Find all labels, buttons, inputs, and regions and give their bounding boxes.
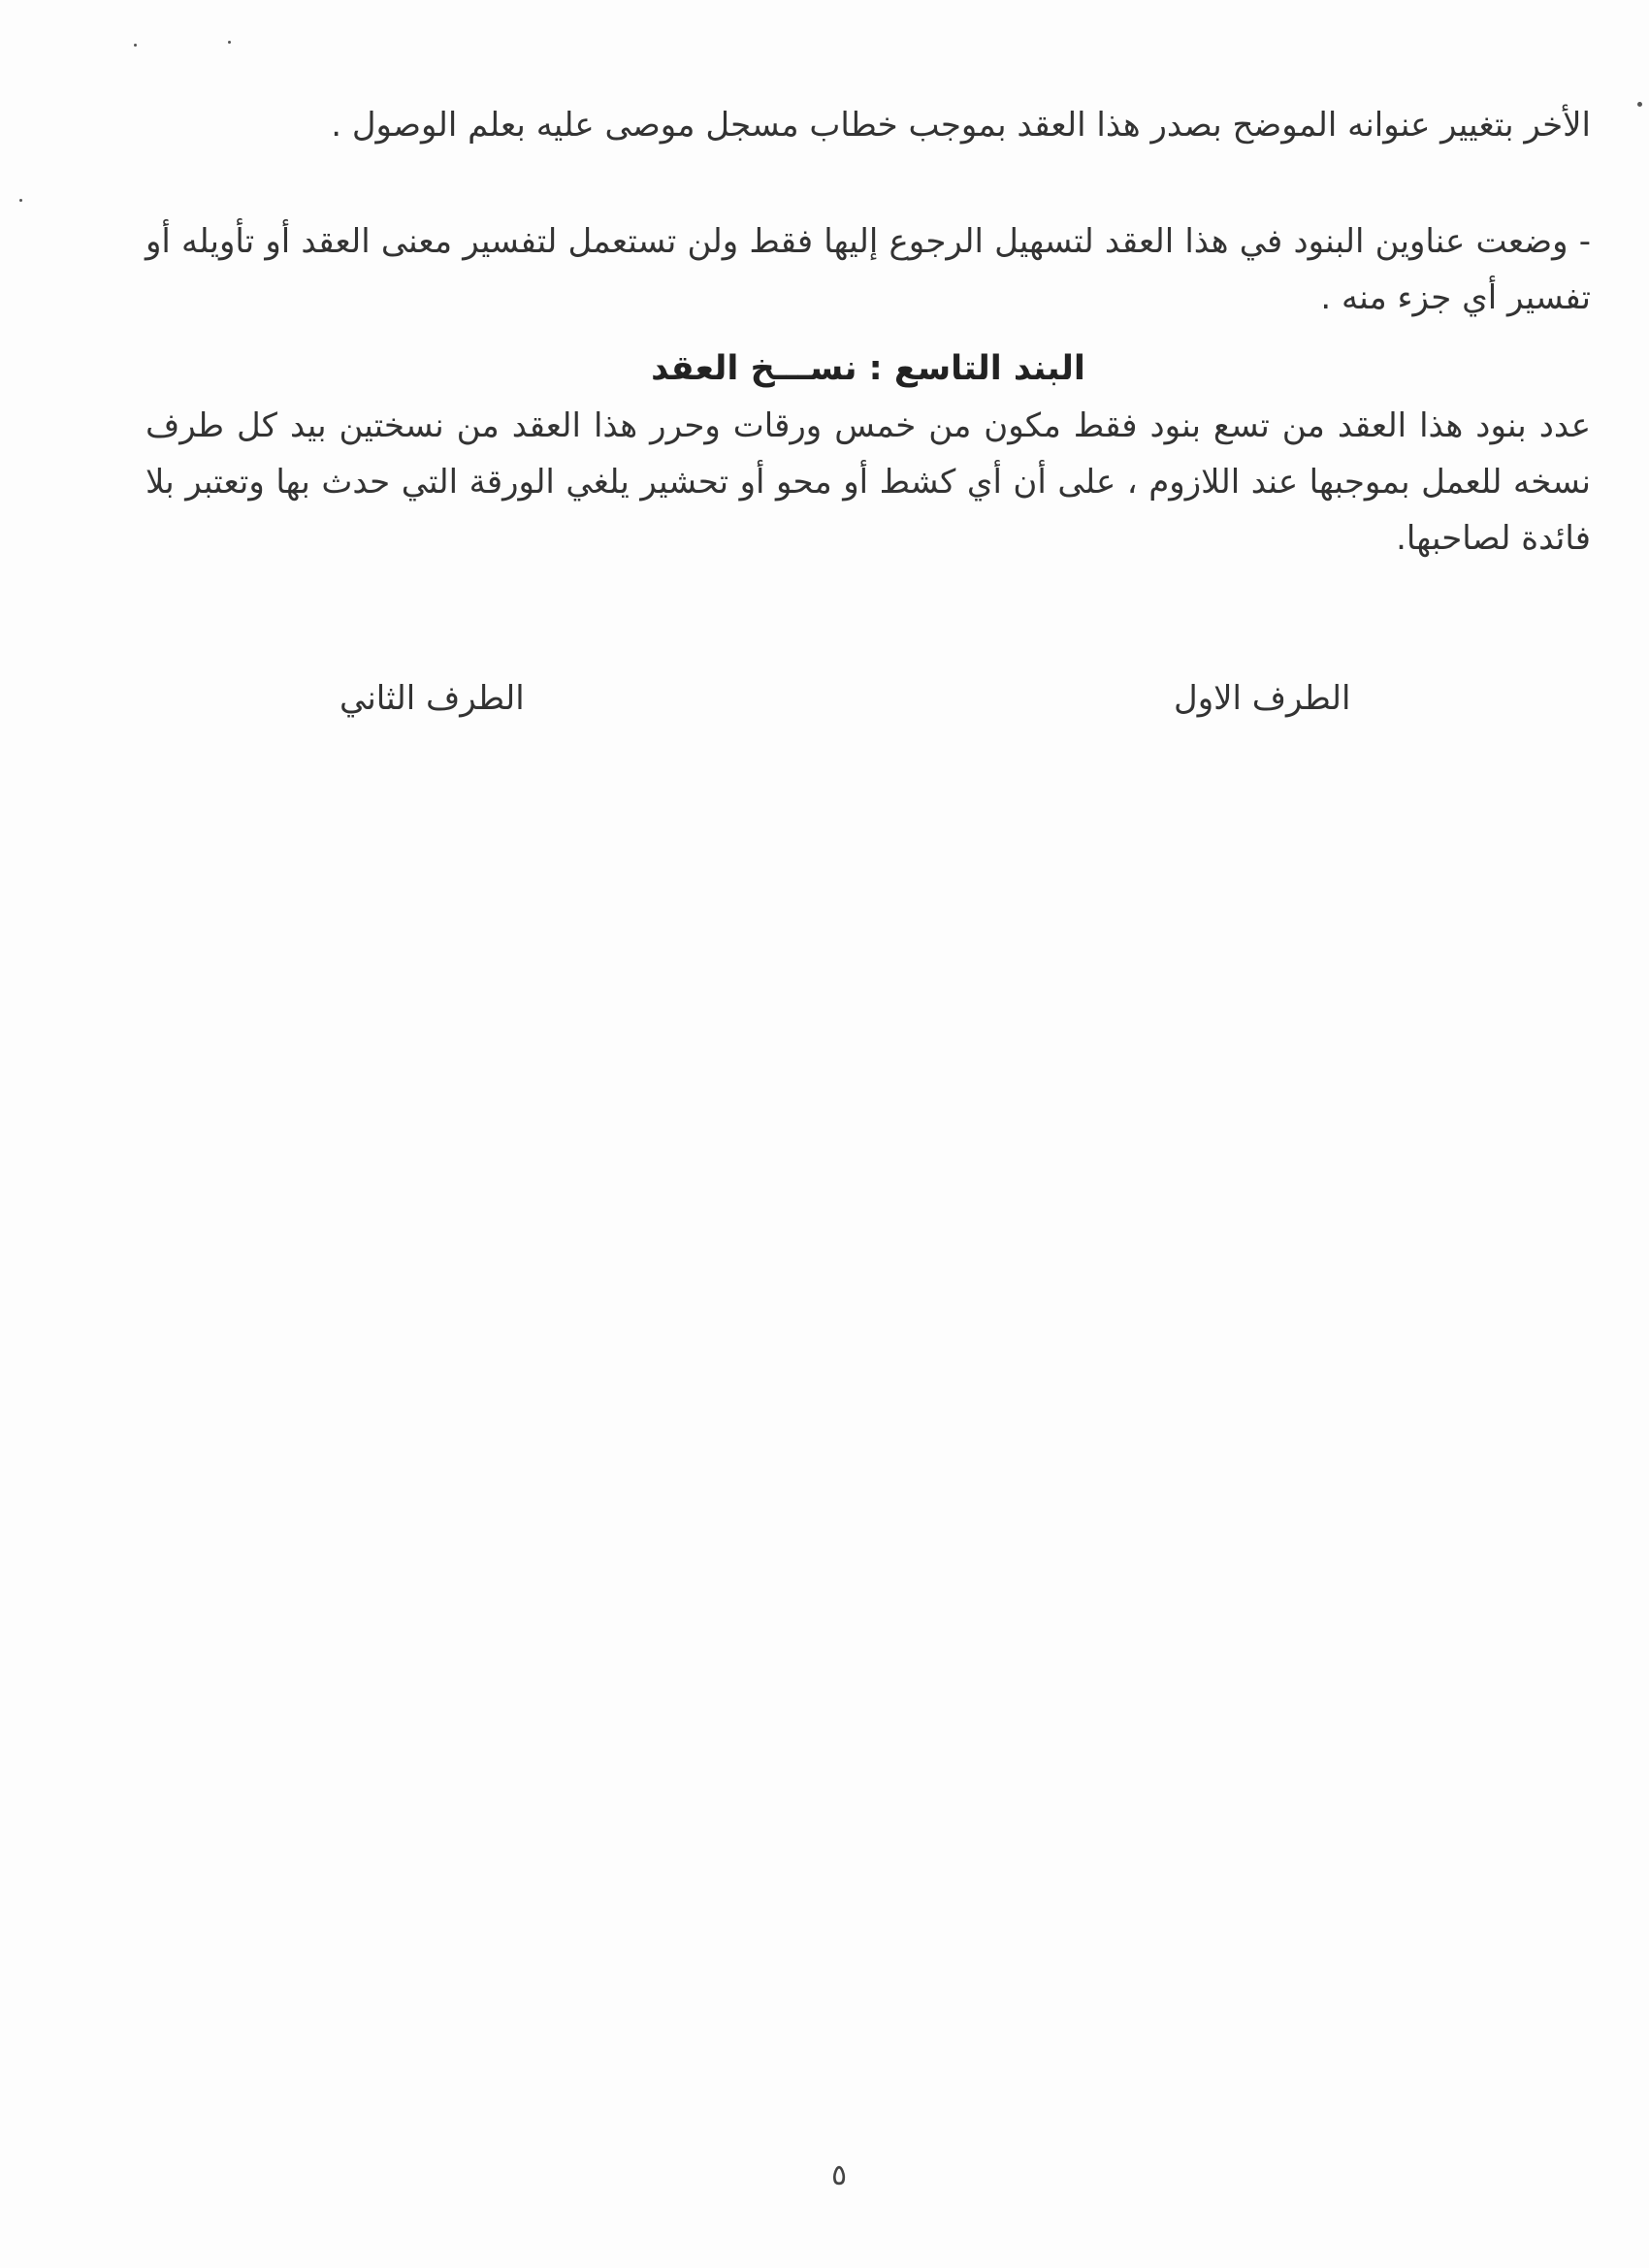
scan-speck — [134, 44, 137, 47]
signature-first-party: الطرف الاول — [1174, 679, 1351, 718]
clause-nine-heading: البند التاسع : نســـخ العقد — [651, 349, 1085, 388]
scan-speck — [228, 41, 231, 44]
scan-speck — [1637, 102, 1642, 107]
paragraph-clause-titles: - وضعت عناوين البنود في هذا العقد لتسهيل الرجوع إليها فقط ولن تستعمل لتفسير معنى العقد أو تأويله أو تفسير أي جزء منه . — [146, 222, 1591, 317]
scan-speck — [19, 199, 22, 202]
page-number: ٥ — [830, 2158, 848, 2192]
signature-second-party: الطرف الثاني — [340, 679, 525, 718]
paragraph-address-change: الأخر بتغيير عنوانه الموضح بصدر هذا العقد بموجب خطاب مسجل موصى عليه بعلم الوصول . — [331, 106, 1591, 145]
paragraph-contract-copies: عدد بنود هذا العقد من تسع بنود فقط مكون من خمس ورقات وحرر هذا العقد من نسختين بيد كل طرف نسخه للعمل بموجبها عند اللازوم ، على أن أي كشط أو محو أو تحشير يلغي الورقة التي حدث بها وتعتبر بلا فائدة لصاحبها. — [146, 406, 1591, 558]
